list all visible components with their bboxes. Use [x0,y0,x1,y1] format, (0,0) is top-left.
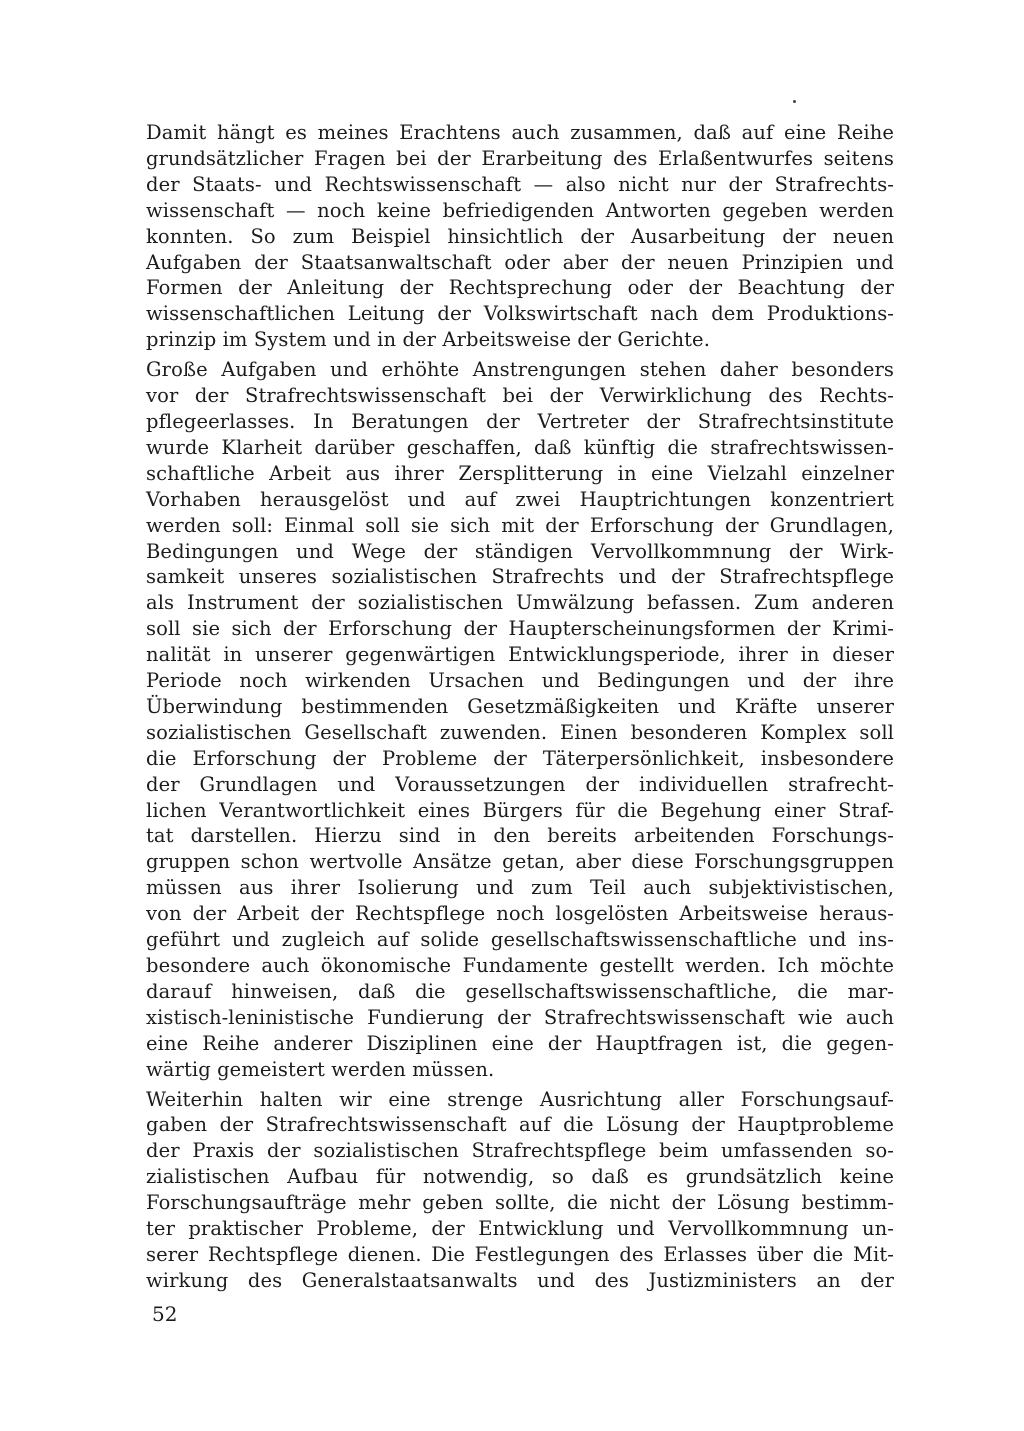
text-line: als Instrument der sozialistischen Umwälzung befassen. Zum anderen [146,591,894,615]
text-line: wurde Klarheit darüber geschaffen, daß künftig die strafrechtswissen- [146,435,894,459]
text-line: Weiterhin halten wir eine strenge Ausrichtung aller Forschungsauf- [146,1087,894,1111]
text-line: vor der Strafrechtswissenschaft bei der Verwirklichung des Rechts- [146,384,894,408]
text-line: Periode noch wirkenden Ursachen und Bedingungen und der ihre [146,669,894,693]
text-line: Aufgaben der Staatsanwaltschaft oder aber der neuen Prinzipien und [146,250,894,274]
text-line: wärtig gemeistert werden müssen. [146,1057,495,1081]
text-line: der Staats- und Rechtswissenschaft — also nicht nur der Strafrechts- [146,172,894,196]
text-line: serer Rechtspflege dienen. Die Festlegungen des Erlasses über die Mit- [146,1242,894,1266]
text-line: soll sie sich der Erforschung der Haupterscheinungsformen der Krimi- [146,617,894,641]
text-line: Überwindung bestimmenden Gesetzmäßigkeiten und Kräfte unserer [146,694,894,718]
text-line: tat darstellen. Hierzu sind in den bereits arbeitenden Forschungs- [146,824,894,848]
text-line: lichen Verantwortlichkeit eines Bürgers für die Begehung einer Straf- [146,798,894,822]
text-line: die Erforschung der Probleme der Täterpersönlichkeit, insbesondere [146,746,894,770]
text-line: wissenschaftlichen Leitung der Volkswirtschaft nach dem Produktions- [146,302,894,326]
print-speck [793,100,796,103]
page-number: 52 [152,1302,178,1326]
text-line: von der Arbeit der Rechtspflege noch losgelösten Arbeitsweise heraus- [146,902,894,926]
text-line: xistisch-leninistische Fundierung der Strafrechtswissenschaft wie auch [146,1005,894,1029]
paragraph-3 [146,1087,894,1294]
text-line: Bedingungen und Wege der ständigen Vervollkommnung der Wirk- [146,539,894,563]
document-page [146,120,894,1298]
text-line: geführt und zugleich auf solide gesellschaftswissenschaftliche und ins- [146,928,894,952]
text-line: Formen der Anleitung der Rechtsprechung oder der Beachtung der [146,276,894,300]
text-line: der Praxis der sozialistischen Strafrechtspflege beim umfassenden so- [146,1139,894,1163]
text-line: gaben der Strafrechtswissenschaft auf die Lösung der Hauptprobleme [146,1113,894,1137]
text-line: sozialistischen Gesellschaft zuwenden. Einen besonderen Komplex soll [146,720,894,744]
text-line: gruppen schon wertvolle Ansätze getan, aber diese Forschungsgruppen [146,850,894,874]
paragraph-1 [146,120,894,353]
text-line: werden soll: Einmal soll sie sich mit der Erforschung der Grundlagen, [146,513,894,537]
text-line: Damit hängt es meines Erachtens auch zusammen, daß auf eine Reihe [146,121,894,144]
text-line: zialistischen Aufbau für notwendig, so daß es grundsätzlich keine [146,1165,894,1189]
text-line: grundsätzlicher Fragen bei der Erarbeitung des Erlaßentwurfes seitens [146,146,894,170]
paragraph-2 [146,357,894,1082]
text-line: wirkung des Generalstaatsanwalts und des Justizministers an der [146,1268,894,1292]
text-line: eine Reihe anderer Disziplinen eine der Hauptfragen ist, die gegen- [146,1031,894,1055]
text-line: prinzip im System und in der Arbeitsweise der Gerichte. [146,328,710,352]
text-line: pflegeerlasses. In Beratungen der Vertreter der Strafrechtsinstitute [146,409,894,433]
text-line: Große Aufgaben und erhöhte Anstrengungen stehen daher besonders [146,358,894,382]
text-line: ter praktischer Probleme, der Entwicklung und Vervollkommnung un- [146,1217,894,1241]
text-line: darauf hinweisen, daß die gesellschaftswissenschaftliche, die mar- [146,979,894,1003]
text-line: Vorhaben herausgelöst und auf zwei Hauptrichtungen konzentriert [146,487,894,511]
text-line: der Grundlagen und Voraussetzungen der individuellen strafrecht- [146,772,894,796]
text-line: nalität in unserer gegenwärtigen Entwicklungsperiode, ihrer in dieser [146,643,894,667]
text-line: Forschungsaufträge mehr geben sollte, die nicht der Lösung bestimm- [146,1191,894,1215]
text-line: müssen aus ihrer Isolierung und zum Teil auch subjektivistischen, [146,876,894,900]
text-line: schaftliche Arbeit aus ihrer Zersplitterung in eine Vielzahl einzelner [146,461,894,485]
text-line: besondere auch ökonomische Fundamente gestellt werden. Ich möchte [146,954,894,977]
text-line: wissenschaft — noch keine befriedigenden Antworten gegeben werden [146,198,894,222]
text-line: konnten. So zum Beispiel hinsichtlich der Ausarbeitung der neuen [146,224,894,248]
text-line: samkeit unseres sozialistischen Strafrechts und der Strafrechtspflege [146,565,894,589]
